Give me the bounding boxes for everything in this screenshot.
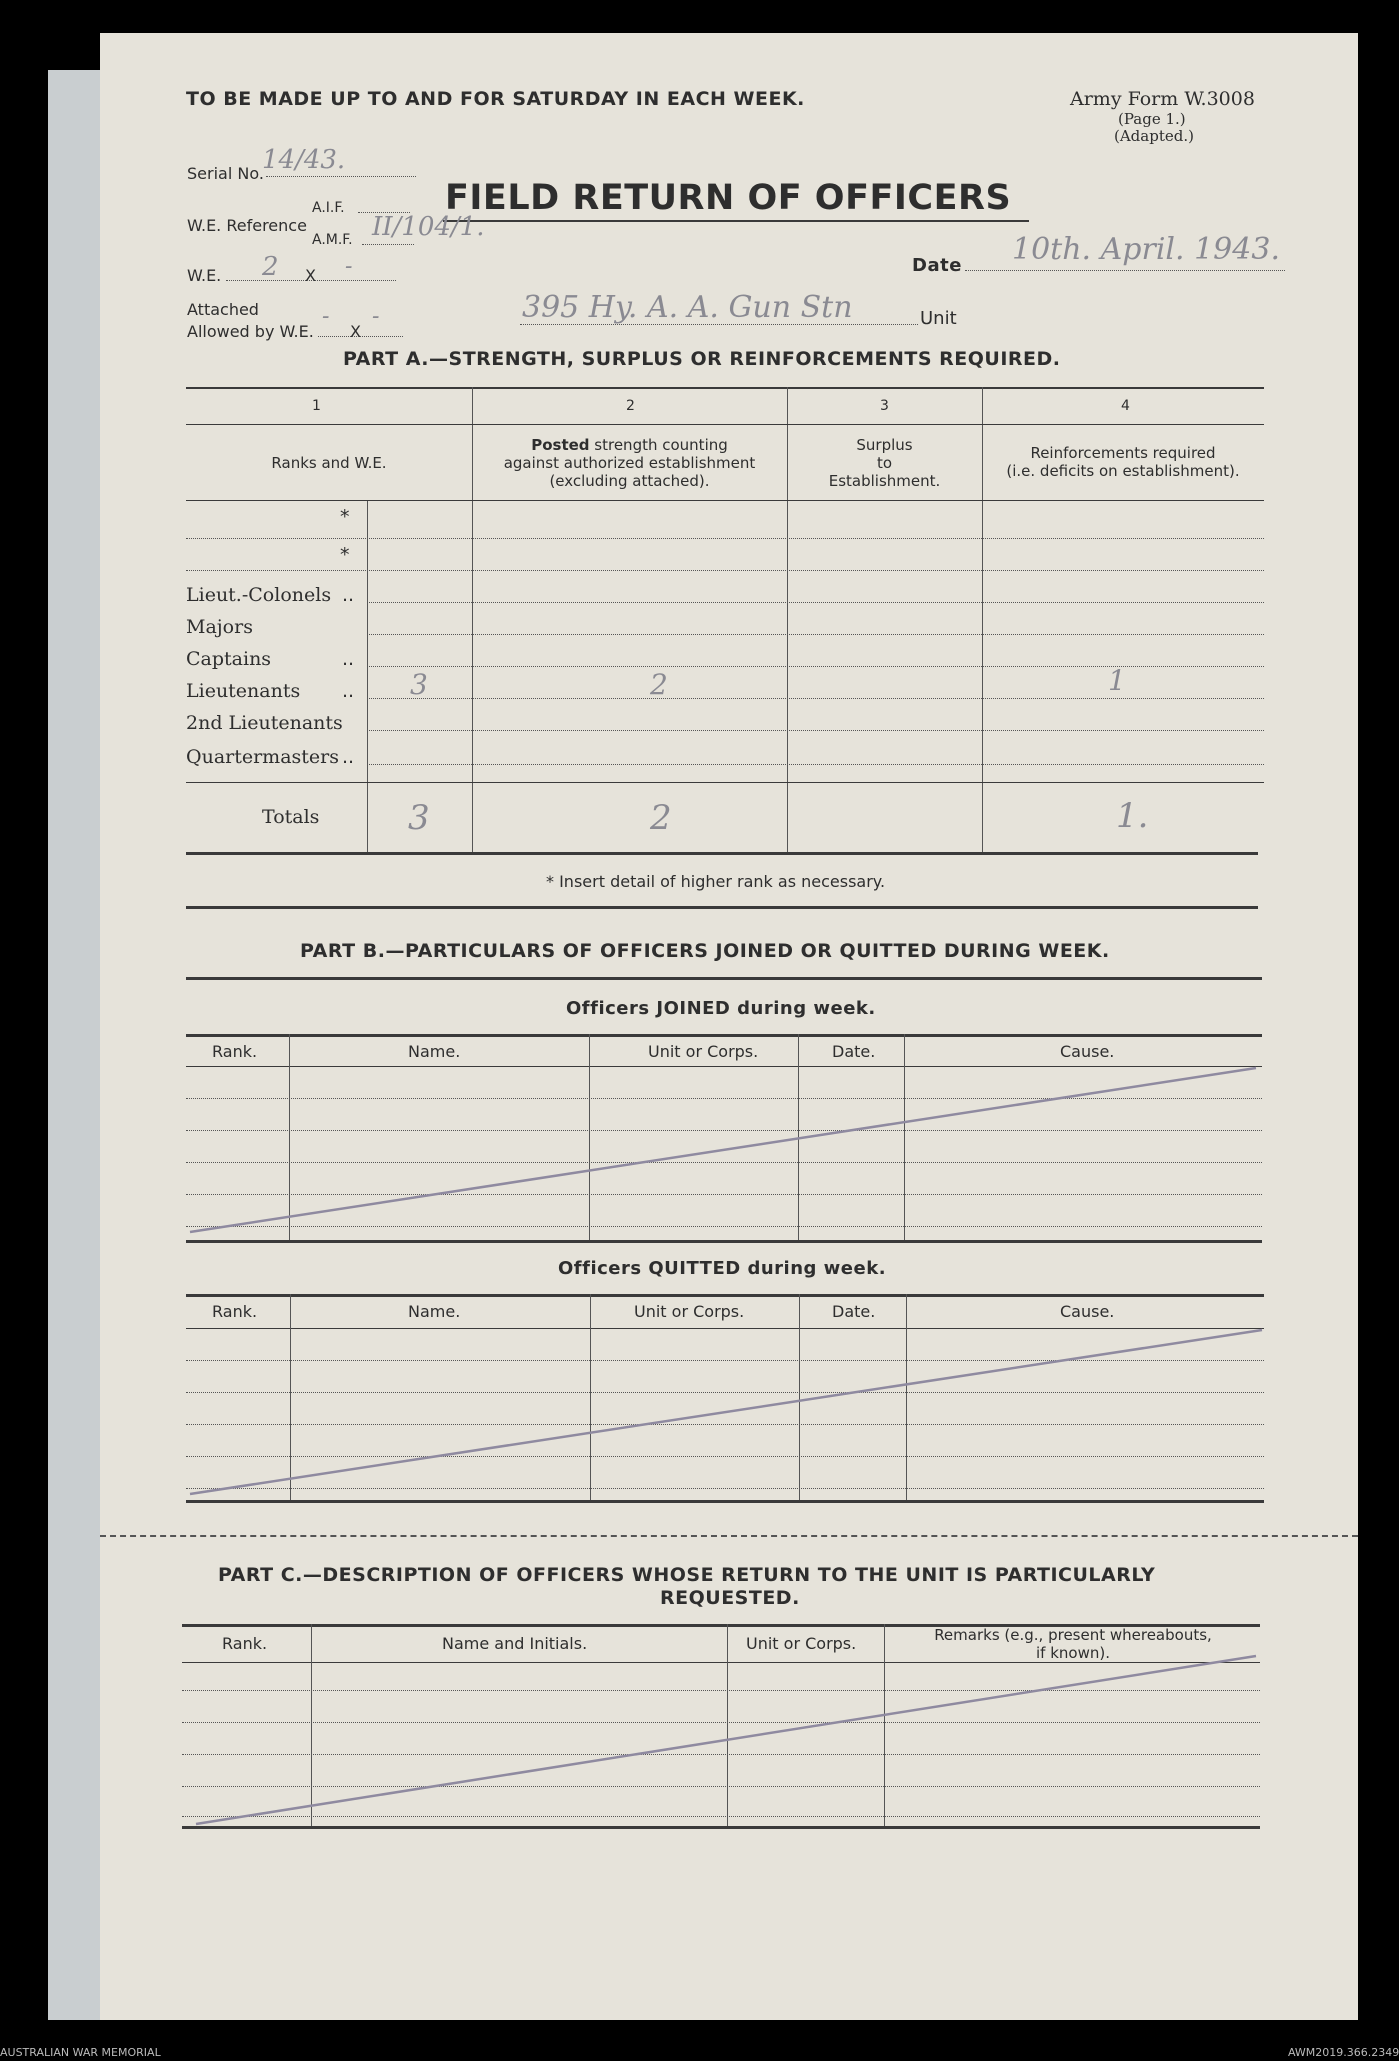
part-c-col-rank: Rank.	[222, 1634, 268, 1653]
part-b-title: PART B.—PARTICULARS OF OFFICERS JOINED OR QUITTED DURING WEEK.	[300, 940, 1110, 962]
quitted-col-date: Date.	[832, 1302, 876, 1321]
allowed-dash: -	[372, 304, 380, 329]
rank-lieutenants: Lieutenants	[186, 680, 301, 702]
quitted-col-unit: Unit or Corps.	[634, 1302, 745, 1321]
col-posted-line2: against authorized establishment	[503, 454, 756, 472]
leader-dots: ..	[342, 746, 355, 768]
totals-label: Totals	[262, 806, 320, 828]
quitted-col-cause: Cause.	[1060, 1302, 1115, 1321]
form-number: Army Form W.3008	[1070, 88, 1255, 110]
serial-value: 14/43.	[262, 145, 346, 175]
aif-label: A.I.F.	[312, 200, 345, 216]
footer-accession: AWM2019.366.2349	[1288, 2046, 1399, 2059]
joined-col-rank: Rank.	[212, 1042, 258, 1061]
leader-dots: ..	[342, 584, 355, 606]
part-a-title: PART A.—STRENGTH, SURPLUS OR REINFORCEMENTS REQUIRED.	[343, 348, 1061, 370]
part-c-strike-line	[196, 1656, 1256, 1824]
part-c-title: PART C.—DESCRIPTION OF OFFICERS WHOSE RETURN TO THE UNIT IS PARTICULARLY	[218, 1564, 1156, 1586]
col-posted-rest: strength counting	[589, 436, 728, 454]
remarks-line1: Remarks (e.g., present whereabouts,	[934, 1626, 1212, 1644]
higher-rank-star: *	[340, 544, 350, 566]
quitted-subtitle-c: during week.	[740, 1258, 887, 1279]
col-surplus-line1: Surplus	[856, 436, 913, 454]
joined-col-name: Name.	[408, 1042, 461, 1061]
col-reinf-line1: Reinforcements required	[1030, 444, 1216, 462]
joined-col-date: Date.	[832, 1042, 876, 1061]
instruction-text: TO BE MADE UP TO AND FOR SATURDAY IN EACH WEEK.	[186, 88, 805, 110]
unit-value: 395 Hy. A. A. Gun Stn	[522, 290, 853, 325]
part-a-footnote: * Insert detail of higher rank as necessary.	[546, 872, 886, 891]
allowed-label: Allowed by W.E.	[187, 322, 314, 341]
serial-label: Serial No.	[187, 164, 264, 183]
allowed-x: X	[350, 322, 361, 341]
col-number-2: 2	[626, 398, 635, 414]
col-posted-bold: Posted	[531, 436, 590, 454]
total-posted-value: 2	[650, 798, 672, 838]
total-we-value: 3	[408, 798, 430, 838]
amf-label: A.M.F.	[312, 232, 353, 248]
part-c-col-unit: Unit or Corps.	[746, 1634, 857, 1653]
form-title: FIELD RETURN OF OFFICERS	[445, 178, 1012, 218]
joined-col-cause: Cause.	[1060, 1042, 1115, 1061]
rank-2nd-lieutenants: 2nd Lieutenants	[186, 712, 343, 734]
col-number-1: 1	[312, 398, 321, 414]
leader-dots: ..	[342, 648, 355, 670]
quitted-subtitle-a: Officers	[558, 1258, 649, 1279]
date-label: Date	[912, 255, 962, 276]
quitted-subtitle-b: QUITTED	[648, 1258, 741, 1279]
rank-majors: Majors	[186, 616, 253, 638]
date-value: 10th. April. 1943.	[1012, 232, 1280, 267]
lieutenants-we-value: 3	[410, 668, 428, 701]
rank-captains: Captains	[186, 648, 272, 670]
total-reinforcements-value: 1.	[1116, 796, 1149, 836]
rank-lieut-colonels: Lieut.-Colonels	[186, 584, 332, 606]
we-x: X	[305, 266, 316, 285]
higher-rank-star: *	[340, 506, 350, 528]
we-reference-label: W.E. Reference	[187, 216, 307, 235]
amf-value: II/104/1.	[372, 212, 485, 242]
allowed-value: -	[322, 304, 330, 329]
remarks-line2: if known).	[1036, 1644, 1110, 1662]
we-label: W.E.	[187, 266, 222, 285]
joined-subtitle-a: Officers	[566, 998, 657, 1019]
joined-strike-line	[190, 1068, 1256, 1232]
adapted-note: (Adapted.)	[1114, 127, 1194, 145]
leader-dots: ..	[342, 680, 355, 702]
col-ranks-header: Ranks and W.E.	[271, 454, 387, 472]
we-value: 2	[262, 252, 279, 282]
part-c-title-line2: REQUESTED.	[660, 1587, 800, 1609]
unit-label: Unit	[920, 308, 957, 329]
col-surplus-line3: Establishment.	[828, 472, 941, 490]
footer-credit: AUSTRALIAN WAR MEMORIAL	[0, 2046, 161, 2059]
quitted-strike-line	[190, 1330, 1262, 1494]
we-dash: -	[345, 254, 353, 279]
part-c-col-name: Name and Initials.	[442, 1634, 588, 1653]
col-posted-line3: (excluding attached).	[549, 472, 710, 490]
lieutenants-posted-value: 2	[650, 668, 668, 701]
joined-col-unit: Unit or Corps.	[648, 1042, 759, 1061]
rank-quartermasters: Quartermasters	[186, 746, 339, 768]
col-number-4: 4	[1121, 398, 1130, 414]
col-number-3: 3	[880, 398, 889, 414]
attached-label: Attached	[187, 300, 259, 319]
joined-subtitle-c: during week.	[730, 998, 876, 1019]
joined-subtitle-b: JOINED	[656, 998, 731, 1019]
quitted-col-rank: Rank.	[212, 1302, 258, 1321]
col-surplus-line2: to	[876, 454, 893, 472]
page-number: (Page 1.)	[1118, 110, 1186, 128]
col-reinf-line2: (i.e. deficits on establishment).	[1006, 462, 1240, 480]
lieutenants-reinforcements-value: 1	[1108, 664, 1126, 697]
quitted-col-name: Name.	[408, 1302, 461, 1321]
